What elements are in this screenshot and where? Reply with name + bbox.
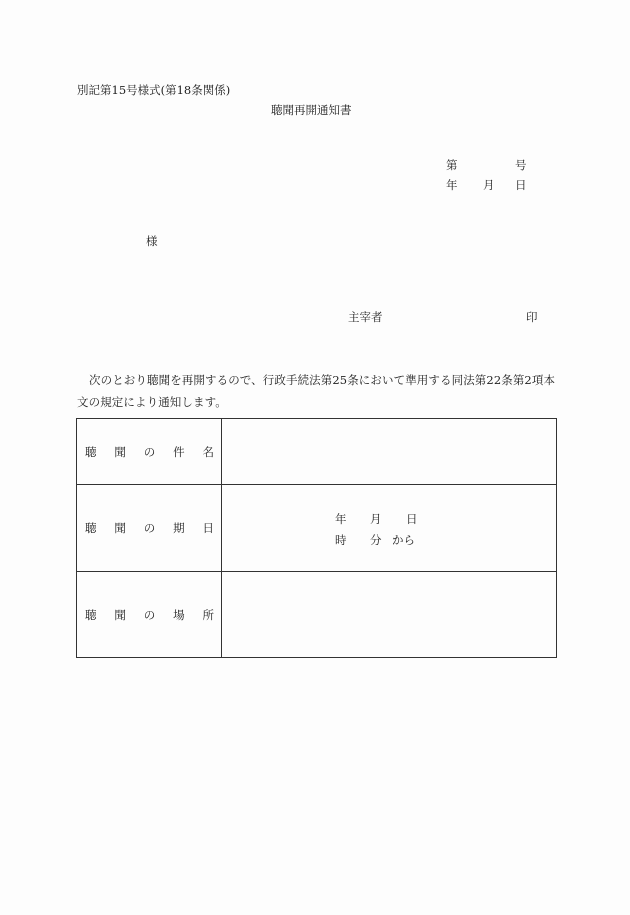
hearing-details-table <box>76 418 557 658</box>
issue-date-day: 日 <box>515 178 527 192</box>
label-char: 聞 <box>114 607 126 622</box>
label-char: 期 <box>173 521 185 535</box>
document-title: 聴聞再開通知書 <box>271 103 352 117</box>
hearing-time-minute: 分 <box>370 533 382 547</box>
label-char: 聴 <box>85 521 97 535</box>
label-char: 聴 <box>85 607 97 622</box>
notice-body-line-2: 文の規定により通知します。 <box>77 395 227 409</box>
hearing-time-hour: 時 <box>335 533 347 547</box>
table-row-subject <box>77 419 557 485</box>
hearing-date-year: 年 <box>335 512 347 526</box>
label-char: 場 <box>173 607 185 622</box>
sender-role: 主宰者 <box>348 310 383 324</box>
notice-body <box>77 369 559 413</box>
subject-label-cell <box>77 419 222 485</box>
date-label-cell <box>77 485 222 572</box>
label-char: の <box>143 521 156 535</box>
hearing-date-day: 日 <box>406 512 418 526</box>
hearing-time-from: から <box>392 533 415 547</box>
table-row-place <box>77 572 557 658</box>
label-char: の <box>143 444 156 459</box>
date-value-cell <box>222 485 557 572</box>
table-row-date <box>77 485 557 572</box>
issue-date-month: 月 <box>483 178 495 192</box>
label-char: 日 <box>202 521 214 535</box>
doc-number-suffix: 号 <box>515 158 527 172</box>
seal-mark: 印 <box>526 310 538 324</box>
label-char: 名 <box>202 444 214 459</box>
hearing-date-month: 月 <box>370 512 382 526</box>
doc-number-prefix: 第 <box>446 158 458 172</box>
label-char: 聞 <box>114 521 126 535</box>
label-char: 所 <box>202 607 214 622</box>
recipient-honorific: 様 <box>146 234 158 248</box>
issue-date-year: 年 <box>446 178 458 192</box>
label-char: 件 <box>173 444 185 459</box>
label-char: の <box>143 607 156 622</box>
label-char: 聞 <box>114 444 126 459</box>
place-label-cell <box>77 572 222 658</box>
place-value-cell <box>222 572 557 658</box>
subject-value-cell <box>222 419 557 485</box>
label-char: 聴 <box>85 444 97 459</box>
form-number-label: 別記第15号様式(第18条関係) <box>77 83 231 97</box>
notice-body-line-1: 次のとおり聴聞を再開するので、行政手続法第25条において準用する同法第22条第2項本 <box>89 373 556 387</box>
